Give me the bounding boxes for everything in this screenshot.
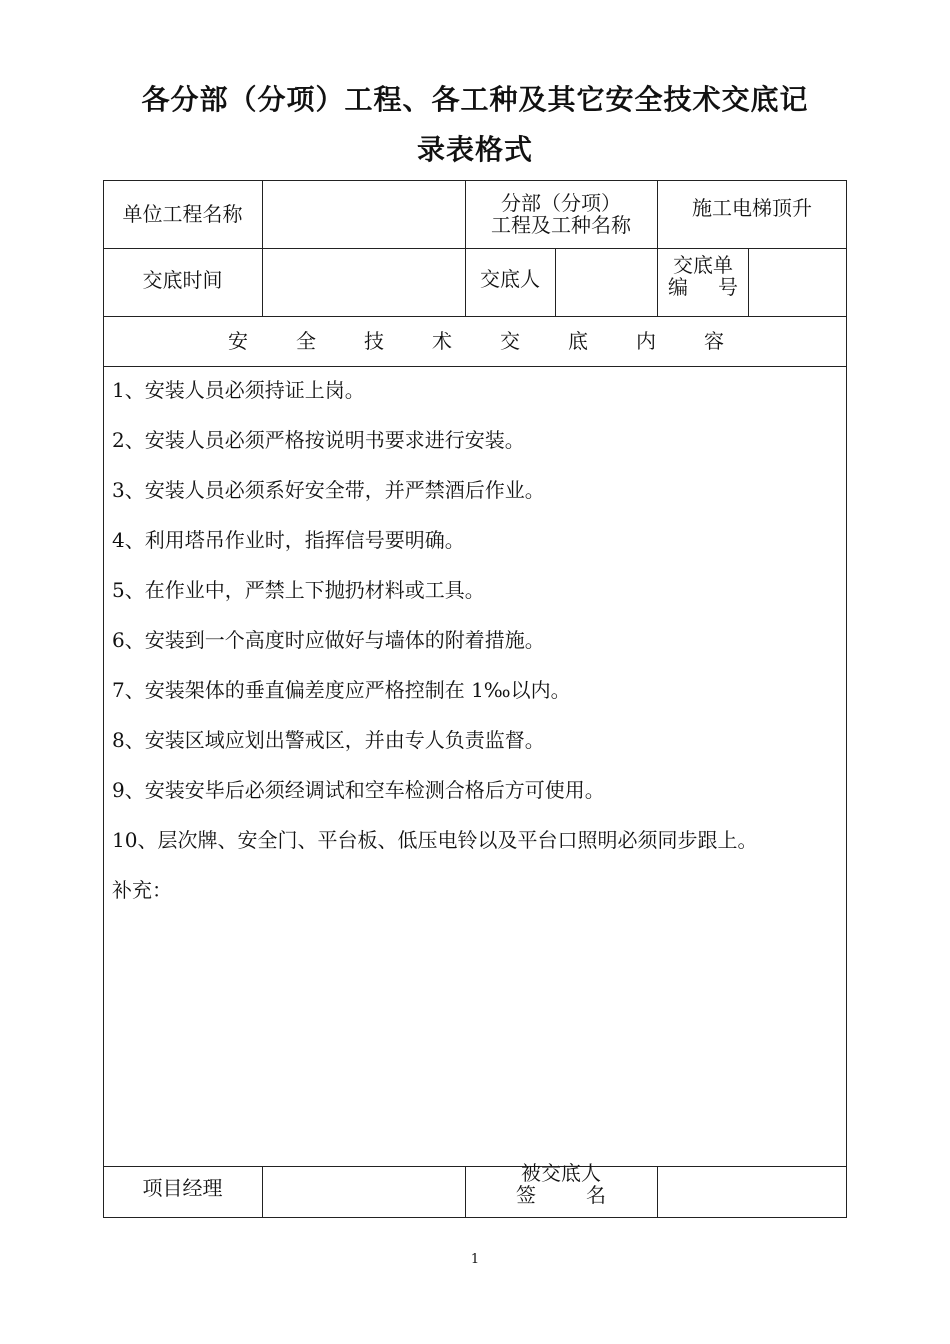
recipient-signature-label <box>516 1162 606 1212</box>
row-divider-3 <box>103 366 847 367</box>
disclosure-time-label: 交底时间 <box>142 268 223 292</box>
sheet-number-label-char1: 编 <box>668 275 688 299</box>
content-item: 5、在作业中，严禁上下抛扔材料或工具。 <box>112 578 485 602</box>
header-char: 交 <box>500 328 520 353</box>
content-item: 1、安装人员必须持证上岗。 <box>112 378 365 402</box>
sheet-number-label-line1: 交底单 <box>673 253 733 277</box>
document-title-line2: 录表格式 <box>416 133 533 166</box>
supplement-field[interactable] <box>112 920 842 1160</box>
safety-content-body <box>112 368 842 918</box>
header-char: 安 <box>228 328 248 353</box>
content-item: 3、安装人员必须系好安全带，并严禁酒后作业。 <box>112 478 545 502</box>
discloser-label: 交底人 <box>480 267 540 291</box>
recipient-label-char1: 签 <box>516 1183 536 1207</box>
header-char: 容 <box>704 328 724 353</box>
project-manager-field[interactable] <box>262 1166 465 1218</box>
header-char: 底 <box>568 328 588 353</box>
header-char: 全 <box>296 328 316 353</box>
sheet-number-label <box>668 254 738 308</box>
disclosure-time-field[interactable] <box>262 248 465 316</box>
sheet-number-label-char2: 号 <box>718 275 738 299</box>
unit-project-field[interactable] <box>262 180 465 248</box>
content-item: 9、安装安毕后必须经调试和空车检测合格后方可使用。 <box>112 778 605 802</box>
unit-project-label: 单位工程名称 <box>122 202 243 226</box>
recipient-label-line1: 被交底人 <box>521 1161 601 1185</box>
sheet-number-field[interactable] <box>748 248 847 316</box>
col-divider-e <box>657 248 658 316</box>
header-char: 技 <box>364 328 384 353</box>
content-item: 7、安装架体的垂直偏差度应严格控制在 1‰以内。 <box>112 678 571 702</box>
subproject-label-line1: 分部（分项） <box>501 191 621 215</box>
content-item: 10、层次牌、安全门、平台板、低压电铃以及平台口照明必须同步跟上。 <box>112 828 758 852</box>
subproject-label <box>465 180 657 248</box>
header-char: 内 <box>636 328 656 353</box>
content-item: 8、安装区域应划出警戒区，并由专人负责监督。 <box>112 728 545 752</box>
subproject-label-line2: 工程及工种名称 <box>491 213 631 237</box>
content-item: 6、安装到一个高度时应做好与墙体的附着措施。 <box>112 628 545 652</box>
document-title-line1: 各分部（分项）工程、各工种及其它安全技术交底记 <box>141 83 809 116</box>
discloser-field[interactable] <box>555 248 657 316</box>
subproject-field[interactable]: 施工电梯顶升 <box>692 196 812 220</box>
recipient-label-line2 <box>516 1184 606 1206</box>
recipient-label-char2: 名 <box>586 1183 606 1207</box>
sheet-number-label-line2 <box>668 276 738 298</box>
content-item: 4、利用塔吊作业时，指挥信号要明确。 <box>112 528 465 552</box>
content-item: 2、安装人员必须严格按说明书要求进行安装。 <box>112 428 525 452</box>
header-char: 术 <box>432 328 452 353</box>
col-divider-h <box>465 1166 466 1218</box>
recipient-signature-field[interactable] <box>657 1166 847 1218</box>
page-number: 1 <box>470 1252 480 1267</box>
supplement-label: 补充： <box>112 878 172 902</box>
safety-content-header <box>228 316 724 362</box>
project-manager-label: 项目经理 <box>142 1176 223 1200</box>
